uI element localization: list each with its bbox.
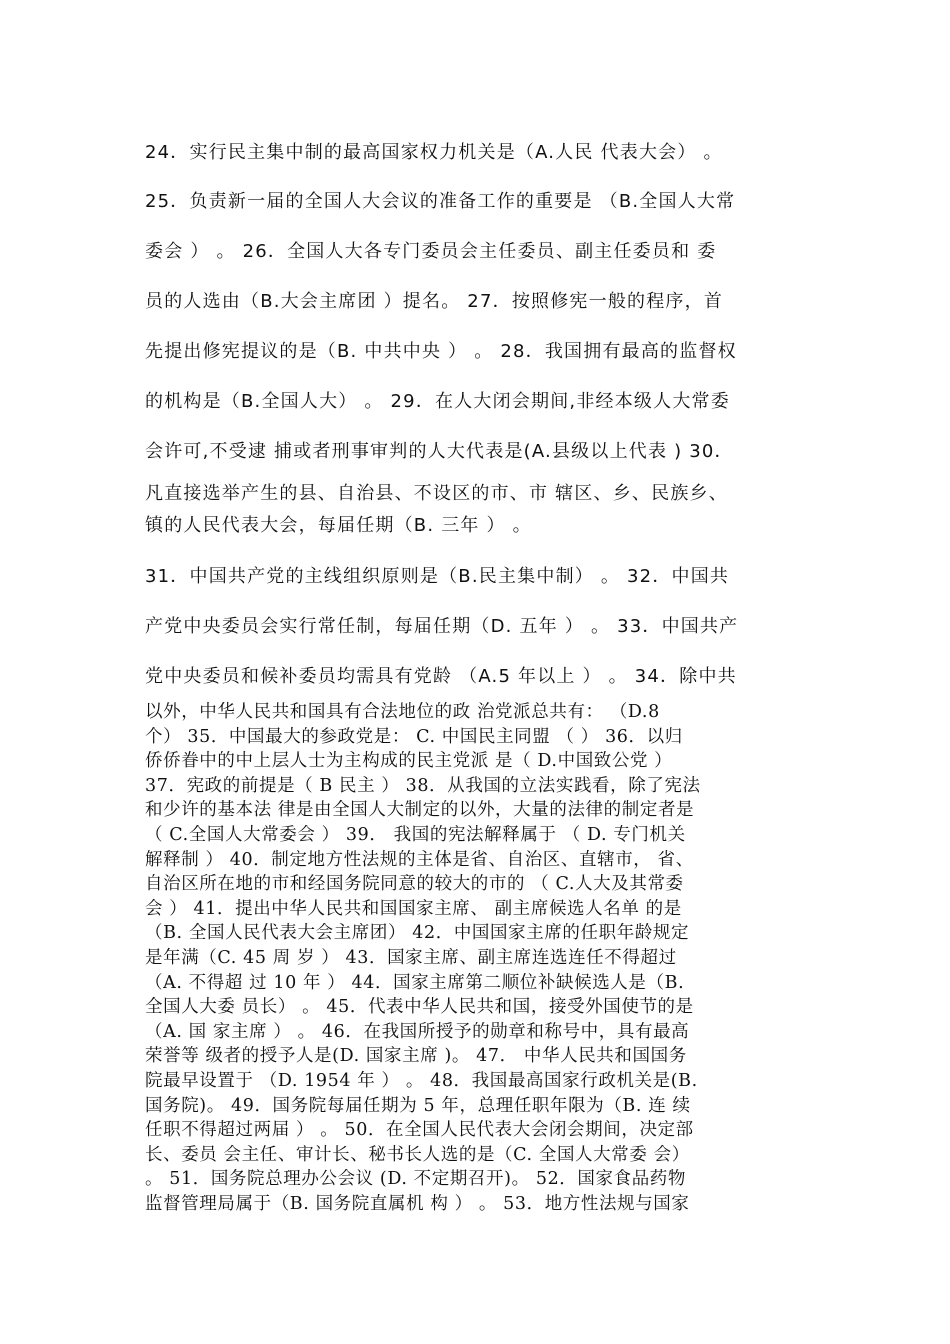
text-line: （ C.全国人大常委会 ） 39． 我国的宪法解释属于 （ D. 专门机关 [145, 825, 686, 845]
text-line: 自治区所在地的市和经国务院同意的较大的市的 （ C.人大及其常委 [145, 874, 684, 895]
text-line: 。 51．国务院总理办公会议 (D. 不定期召开)。 52．国家食品药物 [145, 1169, 687, 1190]
text-line: 是年满（C. 45 周 岁 ） 43．国家主席、副主席连选连任不得超过 [145, 948, 677, 968]
text-line: 院最早设置于 （D. 1954 年 ） 。 48．我国最高国家行政机关是(B. [145, 1071, 698, 1091]
text-line: 员的人选由（B.大会主席团 ）提名。 27．按照修宪一般的程序，首 [145, 291, 724, 312]
text-line: 25．负责新一届的全国人大会议的准备工作的重要是 （B.全国人大常 [145, 191, 736, 212]
text-line: 国务院)。 49．国务院每届任期为 5 年，总理任职年限为（B. 连 续 [145, 1095, 691, 1116]
text-line: （A. 国 家主席 ） 。 46．在我国所授予的勋章和称号中，具有最高 [145, 1021, 690, 1042]
text-line: 委会 ） 。 26．全国人大各专门委员会主任委员、副主任委员和 委 [145, 241, 717, 262]
text-line: 会 ） 41．提出中华人民共和国国家主席、 副主席候选人名单 的是 [145, 898, 682, 919]
text-line: 24．实行民主集中制的最高国家权力机关是（A.人民 代表大会） 。 [145, 142, 723, 163]
text-line: 凡直接选举产生的县、自治县、不设区的市、市 辖区、乡、民族乡、 [145, 483, 728, 504]
text-line: 个） 35．中国最大的参政党是： C. 中国民主同盟 （ ） 36．以归 [145, 726, 683, 747]
text-line: （A. 不得超 过 10 年 ） 44．国家主席第二顺位补缺候选人是（B. [145, 972, 685, 993]
text-line: （B. 全国人民代表大会主席团） 42．中国国家主席的任职年龄规定 [145, 923, 690, 944]
text-line: 监督管理局属于（B. 国务院直属机 构 ） 。 53．地方性法规与国家 [145, 1194, 690, 1214]
text-line: 37．宪政的前提是（ B 民主 ） 38．从我国的立法实践看，除了宪法 [145, 775, 701, 796]
text-line: 以外，中华人民共和国具有合法地位的政 治党派总共有： （D.8 [145, 702, 660, 722]
text-line: 会许可,不受逮 捕或者刑事审判的人大代表是(A.县级以上代表 ) 30． [145, 441, 734, 462]
text-line: 的机构是（B.全国人大） 。 29．在人大闭会期间,非经本级人大常委 [145, 391, 730, 412]
text-line: 党中央委员和候补委员均需具有党龄 （A.5 年以上 ） 。 34．除中共 [145, 666, 737, 687]
text-line: 任职不得超过两届 ） 。 50．在全国人民代表大会闭会期间，决定部 [145, 1120, 694, 1141]
text-line: 侨侨眷中的中上层人士为主构成的民主党派 是（ D.中国致公党 ） [145, 751, 673, 772]
text-line: 31．中国共产党的主线组织原则是（B.民主集中制） 。 32．中国共 [145, 566, 730, 587]
text-line: 荣誉等 级者的授予人是(D. 国家主席 )。 47． 中华人民共和国国务 [145, 1046, 687, 1067]
text-line: 镇的人民代表大会，每届任期（B. 三年 ） 。 [145, 515, 532, 536]
text-line: 解释制 ） 40．制定地方性法规的主体是省、自治区、直辖市， 省、 [145, 849, 694, 870]
text-line: 全国人大委 员长） 。 45．代表中华人民共和国，接受外国使节的是 [145, 997, 694, 1018]
text-line: 先提出修宪提议的是（B. 中共中央 ） 。 28．我国拥有最高的监督权 [145, 341, 737, 362]
text-line: 和少许的基本法 律是由全国人大制定的以外，大量的法律的制定者是 [145, 800, 695, 821]
text-line: 长、委员 会主任、审计长、秘书长人选的是（C. 全国人大常委 会） [145, 1144, 690, 1165]
text-line: 产党中央委员会实行常任制，每届任期（D. 五年 ） 。 33．中国共产 [145, 616, 739, 637]
